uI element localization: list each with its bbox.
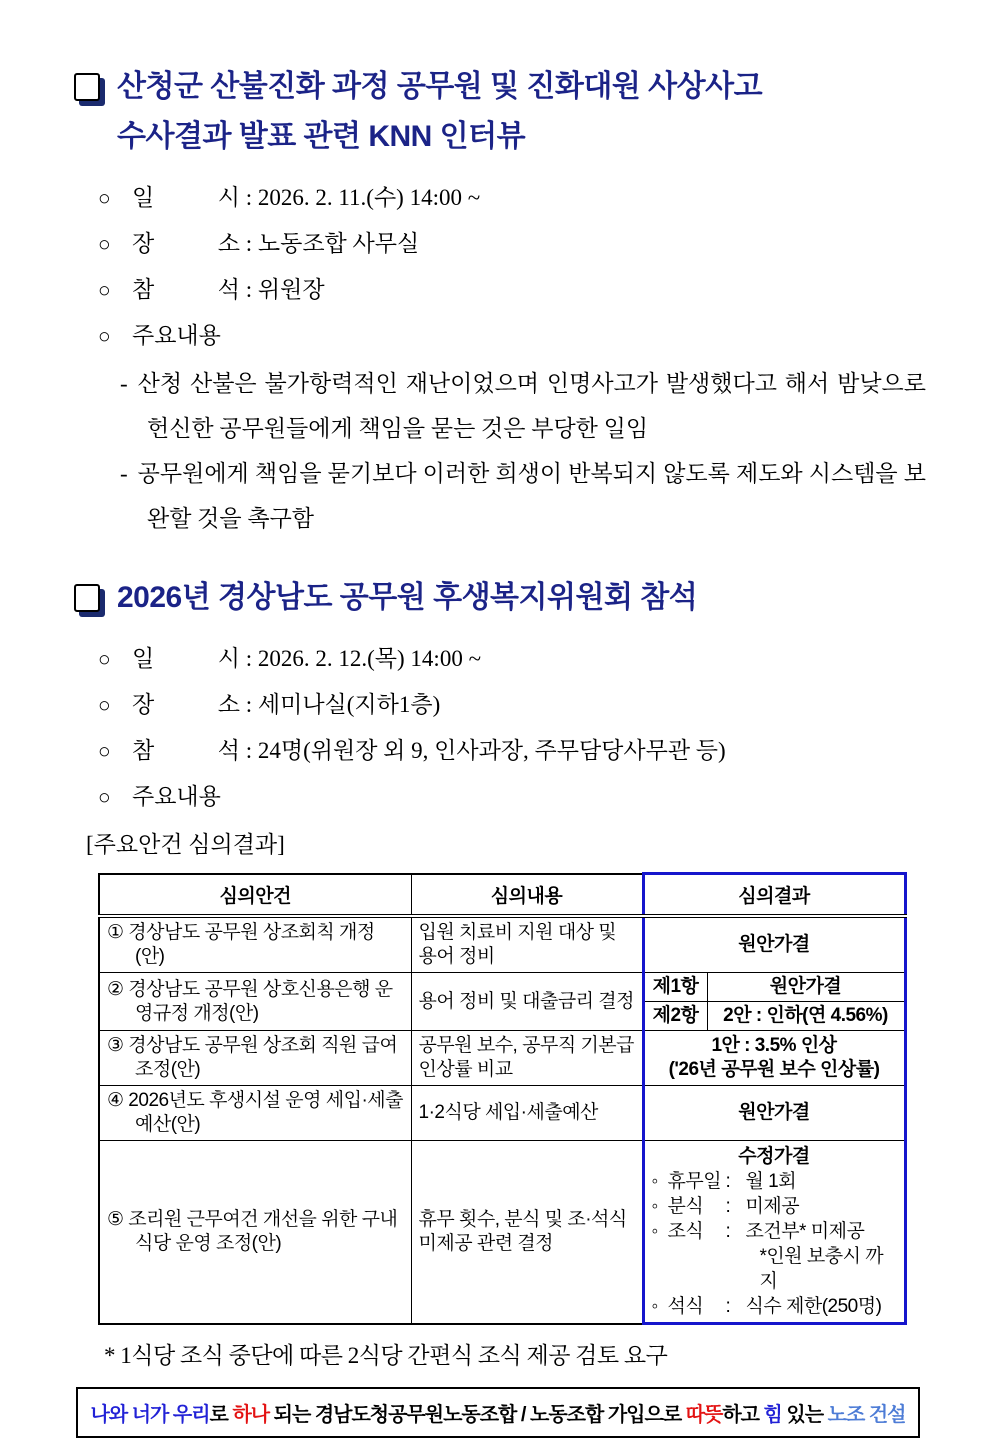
dash-bullet: - <box>120 371 128 396</box>
result-cell <box>643 973 905 1031</box>
banner-segment: 하고 <box>722 1404 764 1426</box>
review-results-table <box>98 872 907 1325</box>
clause-decision: 2안 : 인하(연 4.56%) <box>723 1005 888 1026</box>
result-detail-line: ◦ 분식 : 미제공 <box>651 1196 800 1217</box>
result-detail-line: ◦ 석식 : 식수 제한(250명) <box>651 1296 882 1317</box>
result-detail-line: ◦ 조식 : 조건부* 미제공 <box>651 1221 865 1242</box>
section2-title-line: 2026년 경상남도 공무원 후생복지위원회 참석 <box>117 581 698 614</box>
note-item <box>120 361 926 451</box>
header-agenda: 심의안건 <box>99 874 411 917</box>
detail-item-attendees: ○ 참 석 : 24명(위원장 외 9, 인사과장, 주무담당사무관 등) <box>98 728 926 774</box>
table-row <box>99 916 905 973</box>
agenda-cell: ② 경상남도 공무원 상호신용은행 운영규정 개정(안) <box>99 973 411 1031</box>
result-detail-line: ◦ 휴무일 : 월 1회 <box>651 1171 797 1192</box>
banner-segment: 힘 <box>763 1404 782 1426</box>
table-header-row <box>99 874 905 917</box>
circle-bullet-icon: ○ <box>98 647 111 671</box>
clause-label: 제2항 <box>645 1002 708 1030</box>
agenda-cell: ③ 경상남도 공무원 상조회 직원 급여 조정(안) <box>99 1031 411 1086</box>
detail-item-datetime: ○ 일 시 : 2026. 2. 11.(수) 14:00 ~ <box>98 175 926 221</box>
sub-result-row <box>645 1002 904 1030</box>
small-circle-bullet: ◦ <box>651 1221 658 1242</box>
content-cell: 용어 정비 및 대출금리 결정 <box>411 973 643 1031</box>
union-slogan-banner <box>76 1387 920 1438</box>
result-detail-continuation: *인원 보충시 까지 <box>759 1246 884 1292</box>
section1-title <box>74 62 926 162</box>
section2-title <box>74 573 926 623</box>
section1-title-line2: 수사결과 발표 관련 KNN 인터뷰 <box>117 120 526 153</box>
circle-bullet-icon: ○ <box>98 278 111 302</box>
circle-bullet-icon: ○ <box>98 186 111 210</box>
sub-result-row <box>645 973 904 1002</box>
table-row <box>99 1031 905 1086</box>
content-cell: 공무원 보수, 공무직 기본급 인상률 비교 <box>411 1031 643 1086</box>
checkbox-icon <box>74 73 100 101</box>
clause-decision: 원안가결 <box>769 976 842 997</box>
detail-item-attendees: ○ 참 석 : 위원장 <box>98 267 926 313</box>
content-cell: 1·2식당 세입·세출예산 <box>411 1086 643 1141</box>
circle-bullet-icon: ○ <box>98 232 111 256</box>
result-cell: 원안가결 <box>643 916 905 973</box>
circle-bullet-icon: ○ <box>98 324 111 348</box>
footnote-text: * 1식당 조식 중단에 따른 2식당 간편식 조식 제공 검토 요구 <box>104 1343 668 1368</box>
banner-segment: 로 <box>209 1404 233 1426</box>
banner-segment: 노조 건설 <box>827 1404 906 1426</box>
detail-item-main-content: ○ 주요내용 <box>98 774 926 820</box>
section1-title-line1: 산청군 산불진화 과정 공무원 및 진화대원 사상사고 <box>117 70 763 103</box>
clause-label: 제1항 <box>645 973 708 1001</box>
checkbox-icon <box>74 584 100 612</box>
banner-segment: 되는 경남도청공무원노동조합 / 노동조합 가입으로 <box>269 1404 686 1426</box>
result-title: 수정가결 <box>738 1146 810 1167</box>
detail-item-datetime: ○ 일 시 : 2026. 2. 12.(목) 14:00 ~ <box>98 636 926 682</box>
table-row <box>99 1141 905 1324</box>
agenda-results-label: [주요안건 심의결과] <box>86 832 285 857</box>
result-line: ('26년 공무원 보수 인상률) <box>668 1059 880 1080</box>
section1-details <box>98 175 926 359</box>
banner-segment: 있는 <box>781 1404 828 1426</box>
circle-bullet-icon: ○ <box>98 739 111 763</box>
result-line: 1안 : 3.5% 인상 <box>711 1035 837 1056</box>
circle-bullet-icon: ○ <box>98 785 111 809</box>
banner-segment: 나와 너가 우리 <box>90 1404 210 1426</box>
note-text: 공무원에게 책임을 묻기보다 이러한 희생이 반복되지 않도록 제도와 시스템을 보완할 것을 촉구함 <box>137 461 926 531</box>
agenda-cell: ④ 2026년도 후생시설 운영 세입·세출예산(안) <box>99 1086 411 1141</box>
section1-notes <box>120 361 926 541</box>
result-cell <box>643 1031 905 1086</box>
agenda-cell: ① 경상남도 공무원 상조회칙 개정(안) <box>99 916 411 973</box>
result-cell: 원안가결 <box>643 1086 905 1141</box>
content-cell: 입원 치료비 지원 대상 및 용어 정비 <box>411 916 643 973</box>
detail-item-place: ○ 장 소 : 노동조합 사무실 <box>98 221 926 267</box>
table-row <box>99 973 905 1031</box>
table-row <box>99 1086 905 1141</box>
header-result: 심의결과 <box>643 874 905 917</box>
section2-details <box>98 636 926 820</box>
detail-item-main-content: ○ 주요내용 <box>98 313 926 359</box>
circle-bullet-icon: ○ <box>98 693 111 717</box>
note-item <box>120 451 926 541</box>
note-text: 산청 산불은 불가항력적인 재난이었으며 인명사고가 발생했다고 해서 밤낮으로 헌신한 공무원들에게 책임을 묻는 것은 부당한 일임 <box>137 371 926 441</box>
detail-item-place: ○ 장 소 : 세미나실(지하1층) <box>98 682 926 728</box>
small-circle-bullet: ◦ <box>651 1171 658 1192</box>
banner-segment: 하나 <box>232 1404 270 1426</box>
dash-bullet: - <box>120 461 128 486</box>
agenda-cell: ⑤ 조리원 근무여건 개선을 위한 구내식당 운영 조정(안) <box>99 1141 411 1324</box>
small-circle-bullet: ◦ <box>651 1196 658 1217</box>
banner-segment: 따뜻 <box>685 1404 723 1426</box>
small-circle-bullet: ◦ <box>651 1296 658 1317</box>
header-content: 심의내용 <box>411 874 643 917</box>
result-cell <box>643 1141 905 1324</box>
content-cell: 휴무 횟수, 분식 및 조·석식 미제공 관련 결정 <box>411 1141 643 1324</box>
